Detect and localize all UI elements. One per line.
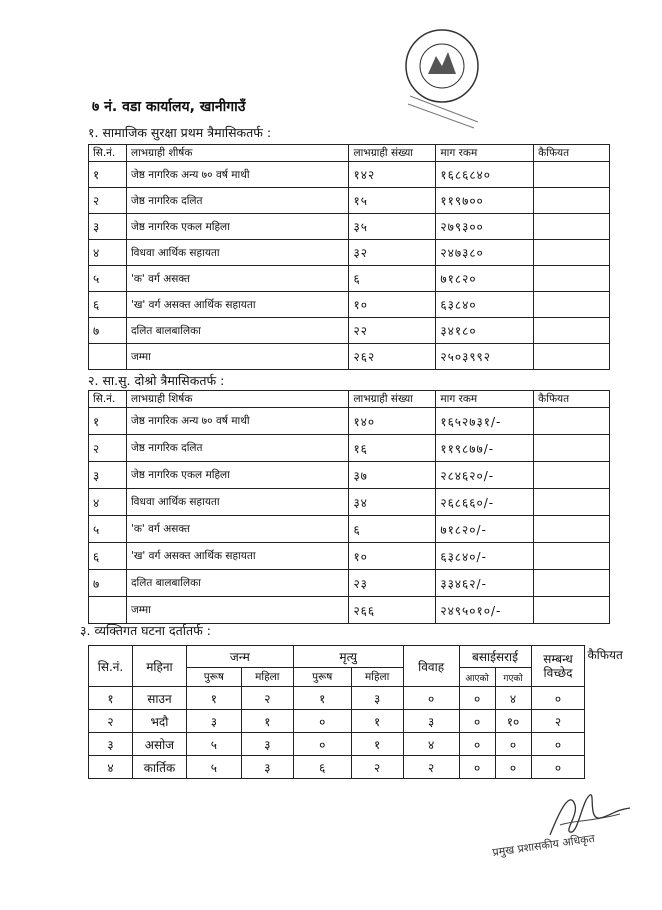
col-header-migration: बसाईसराई	[459, 646, 531, 668]
table-row	[89, 188, 610, 214]
total-row	[89, 597, 610, 624]
col-header-amount: माग रकम	[436, 145, 534, 162]
cell-month: भदौ	[132, 710, 186, 733]
cell-migration-out: ०	[495, 756, 531, 779]
table-row	[89, 266, 610, 292]
col-header-sn: सि.नं.	[89, 646, 133, 687]
col-header-death-male: पुरूष	[293, 668, 351, 687]
cell-sn: ४	[89, 756, 133, 779]
cell-birth-male: ५	[186, 756, 241, 779]
cell-title: 'क' वर्ग असक्त	[126, 516, 348, 543]
cell-title: जेष्ठ नागरिक एकल महिला	[126, 214, 349, 240]
col-header-month: महिना	[132, 646, 186, 687]
cell-remarks	[585, 710, 648, 733]
table-row	[89, 733, 649, 756]
cell-birth-female: ३	[241, 756, 293, 779]
col-header-birth-female: महिला	[241, 668, 293, 687]
cell-remarks	[534, 240, 610, 266]
cell-count: ६	[349, 266, 436, 292]
cell-count: १०	[349, 543, 436, 570]
cell-remarks	[585, 687, 648, 710]
section2-heading: २. सा.सु. दोश्रो त्रैमासिकतर्फ :	[88, 373, 225, 388]
col-header-divorce: सम्बन्ध विच्छेद	[531, 646, 585, 687]
cell-count: ३५	[349, 214, 436, 240]
table-header-row	[89, 646, 649, 668]
cell-divorce: ०	[531, 687, 585, 710]
table-row	[89, 292, 610, 318]
cell-birth-female: २	[241, 687, 293, 710]
cell-amount: ७१८२०	[436, 266, 534, 292]
cell-sn: ४	[89, 489, 127, 516]
cell-count: १४०	[349, 408, 436, 435]
cell-remarks	[534, 162, 610, 188]
table-row	[89, 687, 649, 710]
col-header-remarks: कैफियत	[534, 145, 610, 162]
cell-title: दलित बालबालिका	[126, 318, 349, 344]
cell-remarks	[585, 756, 648, 779]
cell-amount: १६५२७३१/-	[436, 408, 534, 435]
table-row	[89, 710, 649, 733]
cell-birth-male: ३	[186, 710, 241, 733]
cell-title: जेष्ठ नागरिक अन्य ७० वर्ष माथी	[126, 408, 348, 435]
cell-sn: ५	[89, 516, 127, 543]
col-header-marriage: विवाह	[403, 646, 459, 687]
table-row	[89, 462, 610, 489]
cell-amount: २७९३००	[436, 214, 534, 240]
cell-remarks	[534, 489, 610, 516]
cell-count: २६२	[349, 344, 436, 370]
cell-sn: ३	[89, 462, 127, 489]
cell-remarks	[534, 597, 610, 624]
table-row	[89, 516, 610, 543]
section3-table	[88, 645, 648, 779]
cell-birth-male: ५	[186, 733, 241, 756]
cell-sn: २	[89, 188, 127, 214]
cell-remarks	[534, 188, 610, 214]
table-row	[89, 489, 610, 516]
cell-death-female: २	[351, 756, 403, 779]
cell-death-male: १	[293, 687, 351, 710]
cell-birth-female: १	[241, 710, 293, 733]
cell-birth-female: ३	[241, 733, 293, 756]
cell-death-female: ३	[351, 687, 403, 710]
cell-death-male: ०	[293, 733, 351, 756]
cell-remarks	[534, 570, 610, 597]
section3-heading: ३. व्यक्तिगत घटना दर्तातर्फ :	[80, 623, 211, 638]
cell-divorce: ०	[531, 756, 585, 779]
col-header-count: लाभग्राही संख्या	[349, 145, 436, 162]
cell-migration-out: ०	[495, 733, 531, 756]
cell-sn: ३	[89, 733, 133, 756]
cell-title: जम्मा	[126, 344, 349, 370]
cell-title: जेष्ठ नागरिक दलित	[126, 435, 348, 462]
cell-remarks	[534, 214, 610, 240]
cell-death-male: ०	[293, 710, 351, 733]
cell-title: 'क' वर्ग असक्त	[126, 266, 349, 292]
cell-marriage: ३	[403, 710, 459, 733]
cell-marriage: ०	[403, 687, 459, 710]
cell-sn: २	[89, 435, 127, 462]
cell-remarks	[534, 543, 610, 570]
cell-amount: ३४१८०	[436, 318, 534, 344]
col-header-came: आएको	[459, 668, 495, 687]
col-header-birth: जन्म	[186, 646, 293, 668]
table-row	[89, 240, 610, 266]
cell-remarks	[585, 733, 648, 756]
col-header-remarks: कैफियत	[534, 391, 610, 408]
cell-sn: ६	[89, 543, 127, 570]
cell-amount: ६३८४०/-	[436, 543, 534, 570]
table-row	[89, 408, 610, 435]
cell-count: १४२	[349, 162, 436, 188]
cell-count: ३२	[349, 240, 436, 266]
cell-sn: १	[89, 687, 133, 710]
cell-title: विधवा आर्थिक सहायता	[126, 240, 349, 266]
cell-count: २२	[349, 318, 436, 344]
cell-amount: ६३८४०	[436, 292, 534, 318]
section1-heading: १. सामाजिक सुरक्षा प्रथम त्रैमासिकतर्फ :	[88, 125, 272, 140]
cell-divorce: २	[531, 710, 585, 733]
cell-month: कार्तिक	[132, 756, 186, 779]
cell-remarks	[534, 408, 610, 435]
total-row	[89, 344, 610, 370]
table-row	[89, 162, 610, 188]
cell-count: १५	[349, 188, 436, 214]
cell-death-female: १	[351, 733, 403, 756]
cell-sn	[89, 344, 127, 370]
cell-remarks	[534, 292, 610, 318]
cell-amount: ३३४६२/-	[436, 570, 534, 597]
cell-migration-in: ०	[459, 687, 495, 710]
cell-amount: १६८६८४०	[436, 162, 534, 188]
cell-month: साउन	[132, 687, 186, 710]
cell-count: २३	[349, 570, 436, 597]
cell-title: 'ख' वर्ग असक्त आर्थिक सहायता	[126, 292, 349, 318]
cell-death-female: १	[351, 710, 403, 733]
cell-death-male: ६	[293, 756, 351, 779]
col-header-sn: सि.नं.	[89, 145, 127, 162]
cell-sn: ७	[89, 318, 127, 344]
cell-count: २६६	[349, 597, 436, 624]
cell-amount: २४९५०१०/-	[436, 597, 534, 624]
cell-marriage: ४	[403, 733, 459, 756]
cell-sn: १	[89, 408, 127, 435]
cell-title: जेष्ठ नागरिक एकल महिला	[126, 462, 348, 489]
section2-table	[88, 390, 610, 624]
cell-remarks	[534, 344, 610, 370]
signature-label: प्रमुख प्रशासकीय अधिकृत	[491, 831, 596, 860]
cell-sn: ३	[89, 214, 127, 240]
col-header-birth-male: पुरूष	[186, 668, 241, 687]
table-row	[89, 570, 610, 597]
cell-amount: २५०३९९२	[436, 344, 534, 370]
section1-table	[88, 144, 610, 370]
office-title: ७ नं. वडा कार्यालय, खानीगाउँ	[92, 99, 246, 115]
cell-sn: १	[89, 162, 127, 188]
cell-count: ३७	[349, 462, 436, 489]
cell-migration-in: ०	[459, 733, 495, 756]
cell-sn: ७	[89, 570, 127, 597]
table-header-row	[89, 145, 610, 162]
cell-marriage: २	[403, 756, 459, 779]
col-header-went: गएको	[495, 668, 531, 687]
col-header-amount: माग रकम	[436, 391, 534, 408]
cell-amount: २८४६२०/-	[436, 462, 534, 489]
cell-amount: २४७३८०	[436, 240, 534, 266]
col-header-death: मृत्यु	[293, 646, 403, 668]
table-row	[89, 543, 610, 570]
col-header-remarks: कैफियत	[587, 647, 623, 662]
col-header-title: लाभग्राही शीर्षक	[126, 145, 349, 162]
col-header-sn: सि.नं.	[89, 391, 127, 408]
table-row	[89, 756, 649, 779]
col-header-title: लाभग्राही शिर्षक	[126, 391, 348, 408]
cell-title: जेष्ठ नागरिक दलित	[126, 188, 349, 214]
cell-sn: २	[89, 710, 133, 733]
cell-sn	[89, 597, 127, 624]
cell-remarks	[534, 516, 610, 543]
cell-remarks	[534, 435, 610, 462]
cell-amount: ७१८२०/-	[436, 516, 534, 543]
table-header-row	[89, 391, 610, 408]
office-seal	[390, 26, 494, 130]
cell-count: १६	[349, 435, 436, 462]
cell-migration-out: ४	[495, 687, 531, 710]
cell-remarks	[534, 318, 610, 344]
cell-title: 'ख' वर्ग असक्त आर्थिक सहायता	[126, 543, 348, 570]
cell-sn: ४	[89, 240, 127, 266]
cell-title: दलित बालबालिका	[126, 570, 348, 597]
cell-count: ६	[349, 516, 436, 543]
cell-birth-male: १	[186, 687, 241, 710]
cell-migration-in: ०	[459, 756, 495, 779]
col-header-count: लाभग्राही संख्या	[349, 391, 436, 408]
cell-sn: ५	[89, 266, 127, 292]
cell-title: जम्मा	[126, 597, 348, 624]
cell-amount: २६८६६०/-	[436, 489, 534, 516]
col-header-death-female: महिला	[351, 668, 403, 687]
cell-remarks	[534, 266, 610, 292]
cell-remarks	[534, 462, 610, 489]
cell-count: १०	[349, 292, 436, 318]
cell-divorce: ०	[531, 733, 585, 756]
table-row	[89, 435, 610, 462]
table-row	[89, 214, 610, 240]
table-row	[89, 318, 610, 344]
cell-month: असोज	[132, 733, 186, 756]
cell-amount: ११९७००	[436, 188, 534, 214]
cell-count: ३४	[349, 489, 436, 516]
cell-migration-out: १०	[495, 710, 531, 733]
cell-migration-in: ०	[459, 710, 495, 733]
cell-title: जेष्ठ नागरिक अन्य ७० वर्ष माथी	[126, 162, 349, 188]
cell-sn: ६	[89, 292, 127, 318]
cell-amount: ११९८७७/-	[436, 435, 534, 462]
cell-title: विधवा आर्थिक सहायता	[126, 489, 348, 516]
